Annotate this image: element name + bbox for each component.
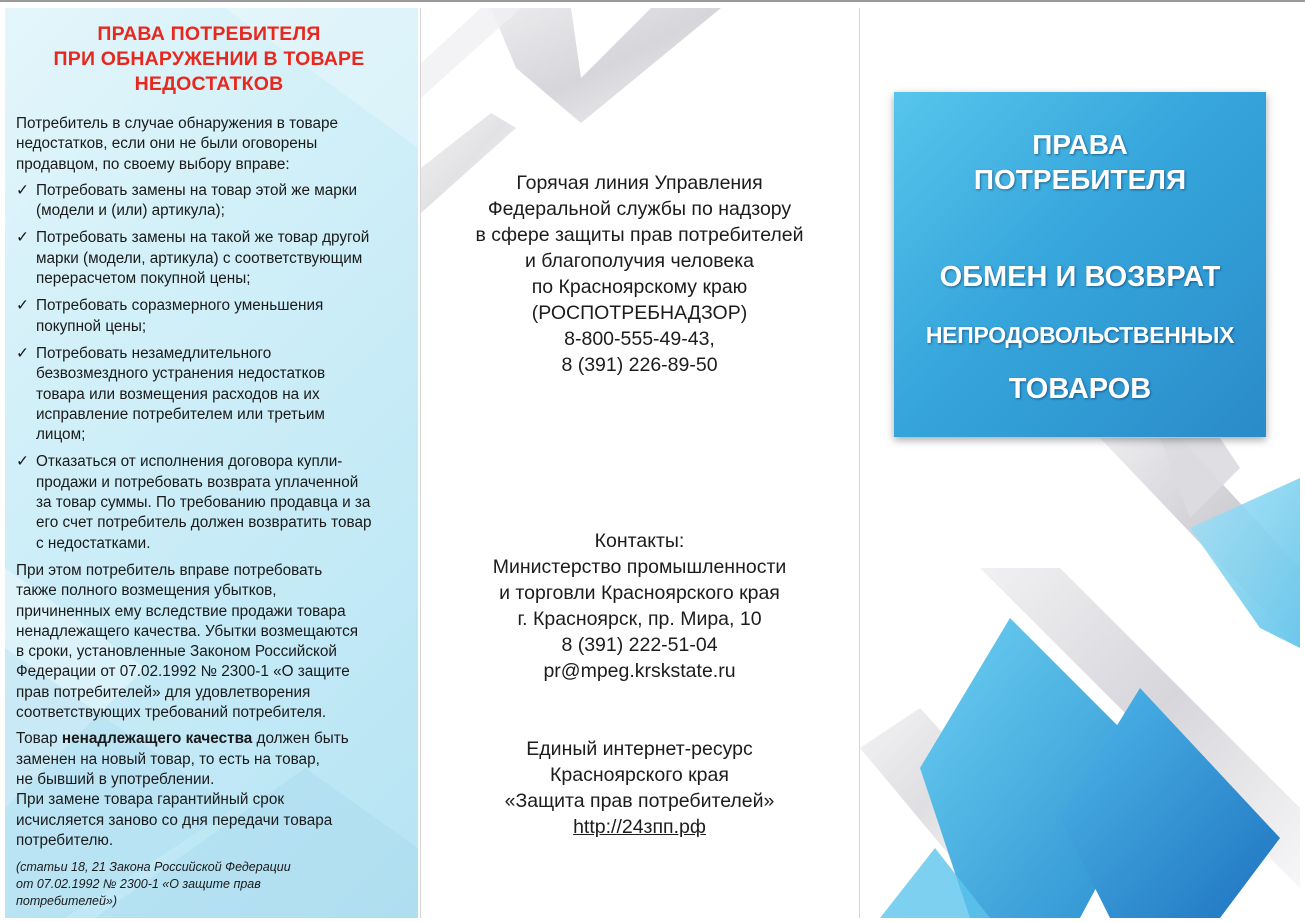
text-line: причиненных ему вследствие продажи товара bbox=[16, 602, 346, 620]
left-title-line: ПРАВА ПОТРЕБИТЕЛЯ bbox=[97, 23, 321, 45]
checkmark-icon: ✓ bbox=[16, 229, 29, 247]
text-line: исправление потребителем или третьим bbox=[36, 405, 325, 423]
contacts-heading: Контакты: bbox=[594, 530, 685, 552]
text-line: в сфере защиты прав потребителей bbox=[475, 224, 804, 246]
text-line: «Защита прав потребителей» bbox=[504, 790, 775, 812]
checkmark-icon: ✓ bbox=[16, 453, 29, 471]
middle-panel bbox=[421, 8, 858, 918]
text-line: безвозмездного устранения недостатков bbox=[36, 365, 326, 383]
text-line: перерасчетом покупной цены; bbox=[36, 270, 251, 288]
text-line: прав потребителей» для удовлетворения bbox=[16, 683, 311, 701]
email-address: pr@mpeg.krskstate.ru bbox=[543, 660, 736, 682]
phone-number: 8 (391) 222-51-04 bbox=[561, 634, 718, 656]
text-line: по Красноярскому краю bbox=[531, 276, 748, 298]
text-line: с недостатками. bbox=[36, 534, 151, 552]
text-line: Потребовать незамедлительного bbox=[36, 344, 272, 362]
list-item bbox=[16, 296, 402, 337]
left-title-line: ПРИ ОБНАРУЖЕНИИ В ТОВАРЕ bbox=[53, 48, 365, 70]
address: г. Красноярск, пр. Мира, 10 bbox=[517, 608, 762, 630]
quality-paragraph bbox=[16, 729, 402, 851]
text-line: за товар суммы. По требованию продавца и за bbox=[36, 494, 371, 512]
checkmark-icon: ✓ bbox=[16, 181, 29, 199]
text-line: исчисляется заново со дня передачи товара bbox=[16, 811, 333, 829]
text-line: (статьи 18, 21 Закона Российской Федерации bbox=[16, 860, 291, 875]
text-line: Горячая линия Управления bbox=[516, 172, 763, 194]
text-line: в сроки, установленные Законом Российской bbox=[16, 643, 337, 661]
text-line: продавцом, по своему выбору вправе: bbox=[16, 155, 290, 173]
left-title bbox=[16, 22, 402, 97]
list-item bbox=[16, 181, 402, 222]
damages-paragraph bbox=[16, 561, 402, 723]
text-line: заменен на новый товар, то есть на товар, bbox=[16, 750, 320, 768]
text-line: Федерации от 07.02.1992 № 2300-1 «О защите bbox=[16, 663, 350, 681]
text-fragment: должен быть bbox=[252, 730, 349, 748]
text-line: не бывший в употреблении. bbox=[16, 770, 215, 788]
text-line: Отказаться от исполнения договора купли- bbox=[36, 453, 343, 471]
law-reference-note bbox=[16, 859, 402, 910]
list-item bbox=[16, 452, 402, 553]
text-line: также полного возмещения убытков, bbox=[16, 582, 277, 600]
brochure-subtitle-line: ОБМЕН И ВОЗВРАТ bbox=[939, 261, 1221, 293]
phone-number: 8-800-555-49-43, bbox=[564, 328, 715, 350]
text-line: и торговли Красноярского края bbox=[499, 582, 780, 604]
list-item bbox=[16, 344, 402, 445]
text-line: При этом потребитель вправе потребовать bbox=[16, 561, 323, 579]
title-line: ПОТРЕБИТЕЛЯ bbox=[973, 164, 1187, 195]
right-panel bbox=[860, 8, 1300, 918]
text-line: потребителей») bbox=[16, 894, 118, 909]
title-box bbox=[894, 92, 1266, 437]
text-line: Красноярского края bbox=[550, 764, 729, 786]
text-line: марки (модели, артикула) с соответствующим bbox=[36, 249, 363, 267]
list-item bbox=[16, 228, 402, 289]
hotline-block bbox=[421, 170, 858, 378]
text-line: (РОСПОТРЕБНАДЗОР) bbox=[531, 302, 748, 324]
text-line: соответствующих требований потребителя. bbox=[16, 704, 327, 722]
text-line: Министерство промышленности bbox=[492, 556, 787, 578]
text-line: Потребовать соразмерного уменьшения bbox=[36, 297, 324, 315]
brochure-subtitle-line: ТОВАРОВ bbox=[1008, 373, 1152, 405]
text-line: лицом; bbox=[36, 426, 86, 444]
title-line: ПРАВА bbox=[1032, 129, 1128, 160]
text-line: продажи и потребовать возврата уплаченной bbox=[36, 473, 359, 491]
text-line: покупной цены; bbox=[36, 317, 147, 335]
resource-link[interactable]: http://24зпп.рф bbox=[573, 816, 706, 838]
checkmark-icon: ✓ bbox=[16, 297, 29, 315]
text-line: (модели и (или) артикула); bbox=[36, 202, 225, 220]
text-line: недостатков, если они не были оговорены bbox=[16, 135, 318, 153]
text-line: от 07.02.1992 № 2300-1 «О защите прав bbox=[16, 877, 261, 892]
text-line: Потребовать замены на товар этой же марки bbox=[36, 181, 358, 199]
checkmark-icon: ✓ bbox=[16, 344, 29, 362]
text-line bbox=[16, 729, 402, 749]
brochure-title bbox=[894, 127, 1266, 197]
scan-top-edge bbox=[0, 0, 1305, 2]
text-line: При замене товара гарантийный срок bbox=[16, 791, 285, 809]
text-line: и благополучия человека bbox=[524, 250, 755, 272]
bold-phrase: ненадлежащего качества bbox=[61, 730, 253, 748]
text-line: товара или возмещения расходов на их bbox=[36, 385, 320, 403]
text-line: ненадлежащего качества. Убытки возмещаются bbox=[16, 622, 359, 640]
text-fragment: Товар bbox=[16, 730, 62, 748]
text-line: его счет потребитель должен возвратить товар bbox=[36, 514, 372, 532]
left-panel bbox=[5, 8, 418, 918]
left-text-column bbox=[16, 22, 402, 910]
phone-number: 8 (391) 226-89-50 bbox=[561, 354, 718, 376]
text-line: Федеральной службы по надзору bbox=[487, 198, 792, 220]
rights-list bbox=[16, 181, 402, 554]
text-line: потребителю. bbox=[16, 831, 114, 849]
brochure-subtitle-line: НЕПРОДОВОЛЬСТВЕННЫХ bbox=[925, 322, 1235, 348]
text-line: Потребитель в случае обнаружения в товаре bbox=[16, 115, 338, 132]
contacts-block bbox=[421, 528, 858, 684]
text-line: Единый интернет-ресурс bbox=[526, 738, 753, 760]
intro-paragraph bbox=[16, 114, 402, 175]
internet-resource-block bbox=[421, 736, 858, 840]
left-title-line: НЕДОСТАТКОВ bbox=[134, 73, 284, 95]
text-line: Потребовать замены на такой же товар другой bbox=[36, 229, 370, 247]
